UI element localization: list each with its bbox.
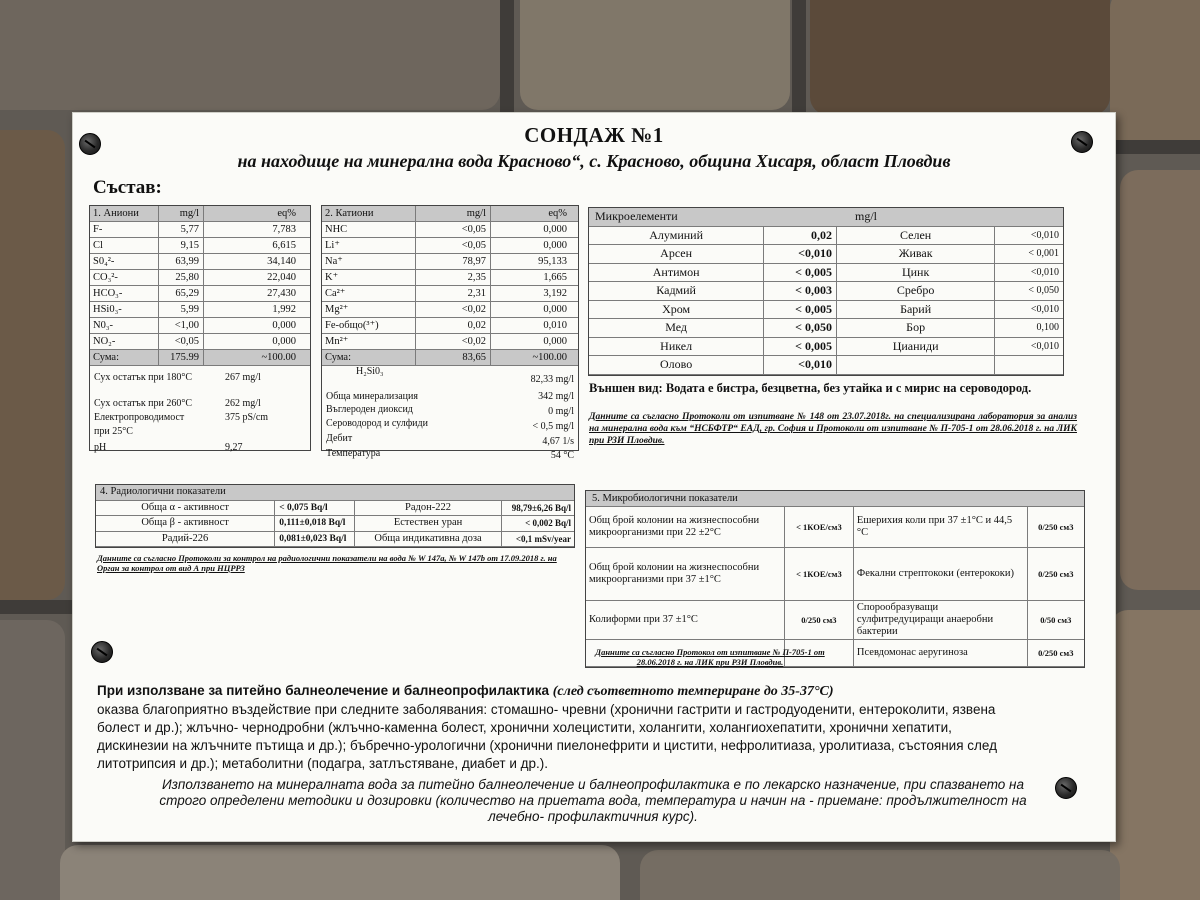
table-cell: Ешерихия коли при 37 ±1°C и 44,5 °C bbox=[854, 507, 1028, 547]
table-cell: 5,77 bbox=[159, 222, 204, 237]
table-cell: 65,29 bbox=[159, 286, 204, 301]
usage-line: болест и др.); жлъчно- чернодробни (жлъчно-каменна болест, хронични холецистити, холангити, холангиохепатити, хронични хепатити, bbox=[97, 720, 952, 735]
table-row bbox=[90, 334, 310, 350]
table-row bbox=[589, 338, 1063, 357]
table-cell: <0,010 bbox=[1030, 229, 1059, 241]
table-row bbox=[322, 318, 578, 334]
table-header bbox=[322, 206, 578, 222]
table-cell: Сух остатък при 260°C bbox=[94, 398, 193, 409]
composition-heading: Състав: bbox=[93, 177, 162, 198]
table-cell: <0,010 bbox=[1030, 303, 1059, 315]
table-row bbox=[322, 334, 578, 350]
table-cell: < 0,003 bbox=[764, 282, 837, 300]
table-cell: 0/250 см3 bbox=[1038, 569, 1074, 579]
table-row bbox=[90, 286, 310, 302]
table-cell: 9,27 bbox=[225, 442, 243, 453]
information-plaque bbox=[72, 112, 1116, 842]
table-cell: Mg²⁺ bbox=[322, 302, 416, 317]
final-line: Използването на минералната вода за питейно балнеолечение и балнеопрофилактика е по лекарско назначение, при спазването на bbox=[162, 777, 1024, 792]
table-cell: Сух остатък при 180°C bbox=[94, 372, 193, 383]
table-cell: Обща индикативна доза bbox=[355, 532, 503, 547]
table-cell: Сума: bbox=[90, 350, 159, 365]
table-cell: Спорообразуващи сулфитредуциращи анаеробни бактерии bbox=[854, 601, 1028, 639]
table-cell: Никел bbox=[589, 338, 764, 356]
table-row bbox=[589, 356, 1063, 375]
appearance-text: Външен вид: Водата е бистра, безцветна, без утайка и с мирис на сероводород. bbox=[589, 381, 1032, 395]
table-cell: <0,010 bbox=[764, 245, 837, 263]
table-row bbox=[322, 238, 578, 254]
table-cell: 9,15 bbox=[159, 238, 204, 253]
table-cell: 5,99 bbox=[159, 302, 204, 317]
table-row bbox=[586, 507, 1084, 548]
usage-heading-line bbox=[97, 683, 1087, 700]
table-cell: < 0,050 bbox=[764, 319, 837, 337]
usage-heading-italic: (след съответното темпериране до 35-37°C) bbox=[552, 684, 834, 699]
table-cell: pH bbox=[94, 442, 107, 453]
usage-body bbox=[97, 701, 1087, 773]
table-row bbox=[96, 516, 574, 532]
table-cell: 0/50 см3 bbox=[1040, 615, 1072, 625]
table-cell: Арсен bbox=[589, 245, 764, 263]
table-cell: Електропроводимост bbox=[94, 412, 185, 423]
table-cell: 95,133 bbox=[538, 256, 567, 267]
table-cell: Cl bbox=[90, 238, 159, 253]
table-cell: Алуминий bbox=[589, 227, 764, 245]
table-cell: при 25°C bbox=[94, 426, 133, 437]
table-row bbox=[589, 264, 1063, 283]
table-row bbox=[90, 254, 310, 270]
table-cell: 1,665 bbox=[543, 272, 567, 283]
table-cell: Fe-общо(³⁺) bbox=[322, 318, 416, 333]
table-cell: <0,02 bbox=[416, 302, 491, 317]
table-cell: 262 mg/l bbox=[225, 398, 261, 409]
radiological-table bbox=[95, 484, 575, 548]
table-cell: 267 mg/l bbox=[225, 372, 261, 383]
table-header bbox=[586, 491, 1084, 507]
table-cell: 78,97 bbox=[416, 254, 491, 269]
table-row bbox=[589, 301, 1063, 320]
anions-extra-values bbox=[90, 366, 310, 478]
table-cell: Селен bbox=[837, 227, 995, 245]
screw-icon bbox=[91, 641, 113, 663]
table-cell: < 1КОЕ/см3 bbox=[785, 548, 854, 600]
table-cell: 0,000 bbox=[272, 320, 296, 331]
anions-table bbox=[89, 205, 311, 451]
table-cell: CO₃²- bbox=[90, 270, 159, 285]
table-cell: Цинк bbox=[837, 264, 995, 282]
radiological-note: Данните са съгласно Протоколи за контрол на радиологични показатели на вода № W 147a, № W 147b от 17.09.2018 г. на Орган за контрол от вид А при НЦРРЗ bbox=[97, 553, 557, 573]
table-cell: 0,100 bbox=[1036, 322, 1059, 333]
table-cell: Колиформи при 37 ±1°C bbox=[586, 601, 785, 639]
table-cell: 0/250 см3 bbox=[1038, 648, 1074, 658]
table-row bbox=[589, 282, 1063, 301]
table-cell: 0 mg/l bbox=[548, 406, 574, 417]
column-header: eq% bbox=[277, 208, 296, 219]
table-cell: 54 °C bbox=[550, 450, 574, 461]
table-cell: F- bbox=[90, 222, 159, 237]
table-cell: <0,05 bbox=[159, 334, 204, 349]
table-cell: <0,05 bbox=[416, 222, 491, 237]
table-cell: 34,140 bbox=[267, 256, 296, 267]
table-cell: Mn²⁺ bbox=[322, 334, 416, 349]
table-cell: Живак bbox=[837, 245, 995, 263]
table-cell: 98,79±6,26 Bq/l bbox=[511, 502, 571, 513]
table-cell: 2,31 bbox=[416, 286, 491, 301]
table-cell: 7,783 bbox=[272, 224, 296, 235]
cations-extra-values bbox=[322, 366, 578, 466]
table-cell: Хром bbox=[589, 301, 764, 319]
protocol-note: Данните са съгласно Протоколи от изпитване № 148 от 23.07.2018г. на специализирана лаборатория за анализ на минерална вода към “НСБФТР“ ЕАД, гр. София и Протоколи от изпитване № П-705-1 от 28.06.2018 г. на ЛИК при РЗИ Пловдив. bbox=[589, 412, 1077, 446]
usage-heading: При използване за питейно балнеолечение и балнеопрофилактика bbox=[97, 683, 549, 698]
table-cell: ~100.00 bbox=[261, 352, 296, 363]
table-cell: <1,00 bbox=[159, 318, 204, 333]
table-row bbox=[90, 270, 310, 286]
final-line: лечебно- профилактичния курс). bbox=[488, 809, 698, 824]
table-cell: Сума: bbox=[322, 350, 416, 365]
table-cell: 2,35 bbox=[416, 270, 491, 285]
table-cell: ~100.00 bbox=[532, 352, 567, 363]
table-cell: Радон-222 bbox=[355, 501, 503, 516]
table-cell: 0,000 bbox=[543, 304, 567, 315]
table-cell: Обща минерализация bbox=[326, 391, 418, 402]
table-cell: <0,010 bbox=[1030, 266, 1059, 278]
table-header bbox=[90, 206, 310, 222]
microbiological-note: Данните са съгласно Протокол от изпитване № П-705-1 от 28.06.2018 г. на ЛИК при РЗИ Пловдив. bbox=[595, 647, 825, 667]
table-cell: 0,000 bbox=[543, 240, 567, 251]
column-header: 1. Аниони bbox=[90, 206, 159, 221]
usage-line: дискинезии на жлъчните пътища и др.); бъбречно-урологични (хронични пиелонефрити и цистити, нефролитиаза, уролитиаза, състояния след bbox=[97, 738, 997, 753]
table-cell: Дебит bbox=[326, 433, 353, 444]
table-cell: 83,65 bbox=[416, 350, 491, 365]
table-cell: <0,02 bbox=[416, 334, 491, 349]
usage-line: литотрипсия и др.); метаболитни (подагра, затлъстяване, диабет и др.). bbox=[97, 756, 549, 771]
table-row bbox=[322, 286, 578, 302]
column-header: mg/l bbox=[855, 209, 878, 223]
table-cell: 0,081±0,023 Bq/l bbox=[275, 532, 354, 547]
table-cell: Цианиди bbox=[837, 338, 995, 356]
table-row bbox=[90, 302, 310, 318]
table-cell: K⁺ bbox=[322, 270, 416, 285]
table-cell: 0,000 bbox=[543, 336, 567, 347]
table-row bbox=[96, 532, 574, 548]
table-cell: Бор bbox=[837, 319, 995, 337]
table-cell: Псевдомонас аеругиноза bbox=[854, 640, 1028, 666]
table-cell: H₂Si0₃ bbox=[356, 366, 384, 377]
table-cell: Сероводород и сулфиди bbox=[326, 418, 428, 429]
table-cell: < 0,001 bbox=[1028, 248, 1059, 259]
table-cell: Естествен уран bbox=[355, 516, 503, 531]
table-cell: 22,040 bbox=[267, 272, 296, 283]
column-header: 5. Микробиологични показатели bbox=[592, 492, 738, 504]
table-cell: < 0,050 bbox=[1028, 285, 1059, 296]
table-row bbox=[589, 245, 1063, 264]
usage-line: оказва благоприятно въздействие при следните заболявания: стомашно- чревни (хронични гастрити и гастродуоденити, ентероколити, язвена bbox=[97, 702, 996, 717]
table-cell: 0,02 bbox=[416, 318, 491, 333]
table-cell: 82,33 mg/l bbox=[530, 374, 574, 385]
table-cell: 0,02 bbox=[764, 227, 837, 245]
table-cell: 0,111±0,018 Bq/l bbox=[275, 516, 354, 531]
table-cell: 0,010 bbox=[543, 320, 567, 331]
table-cell: Обща α - активност bbox=[96, 501, 275, 516]
table-row bbox=[322, 270, 578, 286]
table-row bbox=[586, 601, 1084, 640]
table-cell: Обща β - активност bbox=[96, 516, 275, 531]
table-cell: HSi0₃- bbox=[90, 302, 159, 317]
table-row bbox=[90, 318, 310, 334]
table-cell: HCO₃- bbox=[90, 286, 159, 301]
column-header: mg/l bbox=[416, 206, 491, 221]
table-cell: Фекални стрептококи (ентерококи) bbox=[854, 548, 1028, 600]
table-row bbox=[322, 222, 578, 238]
table-cell: Кадмий bbox=[589, 282, 764, 300]
table-cell: 0,000 bbox=[543, 224, 567, 235]
table-cell: 4,67 1/s bbox=[542, 436, 574, 447]
table-cell: Общ брой колонии на жизнеспособни микроорганизми при 37 ±1°C bbox=[586, 548, 785, 600]
table-row bbox=[586, 548, 1084, 601]
table-cell: <0,010 bbox=[1030, 340, 1059, 352]
column-header: 4. Радиологични показатели bbox=[100, 486, 226, 497]
table-cell: 6,615 bbox=[272, 240, 296, 251]
page-subtitle: на находище на минерална вода Красново“, с. Красново, община Хисаря, област Пловдив bbox=[237, 151, 951, 171]
table-cell: Радий-226 bbox=[96, 532, 275, 547]
table-cell: Антимон bbox=[589, 264, 764, 282]
table-cell: 1,992 bbox=[272, 304, 296, 315]
table-cell: 3,192 bbox=[543, 288, 567, 299]
table-cell: Мед bbox=[589, 319, 764, 337]
table-cell: Сребро bbox=[837, 282, 995, 300]
table-cell: < 0,075 Bq/l bbox=[275, 501, 354, 516]
table-cell: Li⁺ bbox=[322, 238, 416, 253]
microbiological-table bbox=[585, 490, 1085, 668]
table-row bbox=[90, 222, 310, 238]
table-cell: <0,1 mSv/year bbox=[515, 533, 571, 544]
microelements-table bbox=[588, 207, 1064, 376]
table-cell: 63,99 bbox=[159, 254, 204, 269]
table-cell bbox=[995, 356, 1063, 374]
table-cell: N0₃- bbox=[90, 318, 159, 333]
column-header: 2. Катиони bbox=[322, 206, 416, 221]
table-row bbox=[322, 302, 578, 318]
table-cell: < 0,005 bbox=[764, 338, 837, 356]
table-cell: Ca²⁺ bbox=[322, 286, 416, 301]
table-cell: 0,000 bbox=[272, 336, 296, 347]
table-cell: 375 pS/cm bbox=[225, 412, 269, 423]
table-cell: 27,430 bbox=[267, 288, 296, 299]
table-row bbox=[589, 227, 1063, 246]
table-cell: Температура bbox=[326, 448, 381, 459]
table-cell: <0,010 bbox=[764, 356, 837, 374]
table-cell: 0/250 см3 bbox=[1038, 522, 1074, 532]
table-cell: NHC bbox=[322, 222, 416, 237]
table-cell: < 0,005 bbox=[764, 264, 837, 282]
table-cell: Барий bbox=[837, 301, 995, 319]
table-row bbox=[322, 254, 578, 270]
table-cell: 25,80 bbox=[159, 270, 204, 285]
table-cell: NO₂- bbox=[90, 334, 159, 349]
usage-final-note bbox=[103, 777, 1083, 825]
table-cell: Олово bbox=[589, 356, 764, 374]
column-header: Микроелементи bbox=[595, 209, 678, 223]
table-cell bbox=[837, 356, 995, 374]
final-line: строго определени методики и дозировки (количество на приетата вода, температура и начин на - приемане: продължителност на bbox=[159, 793, 1027, 808]
table-cell: <0,05 bbox=[416, 238, 491, 253]
table-row bbox=[589, 319, 1063, 338]
sum-row bbox=[322, 350, 578, 366]
table-cell: < 0,005 bbox=[764, 301, 837, 319]
table-cell: 175.99 bbox=[159, 350, 204, 365]
table-cell: < 0,5 mg/l bbox=[532, 421, 574, 432]
table-cell: Въглероден диоксид bbox=[326, 404, 413, 415]
table-cell: < 0,002 Bq/l bbox=[525, 518, 571, 528]
table-cell: 342 mg/l bbox=[538, 391, 574, 402]
column-header: eq% bbox=[548, 208, 567, 219]
table-header bbox=[96, 485, 574, 501]
page-title: СОНДАЖ №1 bbox=[524, 123, 664, 147]
table-cell: Na⁺ bbox=[322, 254, 416, 269]
column-header: mg/l bbox=[159, 206, 204, 221]
table-row bbox=[96, 501, 574, 517]
table-cell: 0/250 см3 bbox=[785, 601, 854, 639]
table-header bbox=[589, 208, 1063, 227]
sum-row bbox=[90, 350, 310, 366]
table-cell: Общ брой колонии на жизнеспособни микроорганизми при 22 ±2°C bbox=[586, 507, 785, 547]
table-cell: < 1КОЕ/см3 bbox=[785, 507, 854, 547]
table-cell: S0₄²- bbox=[90, 254, 159, 269]
cations-table bbox=[321, 205, 579, 461]
table-row bbox=[90, 238, 310, 254]
